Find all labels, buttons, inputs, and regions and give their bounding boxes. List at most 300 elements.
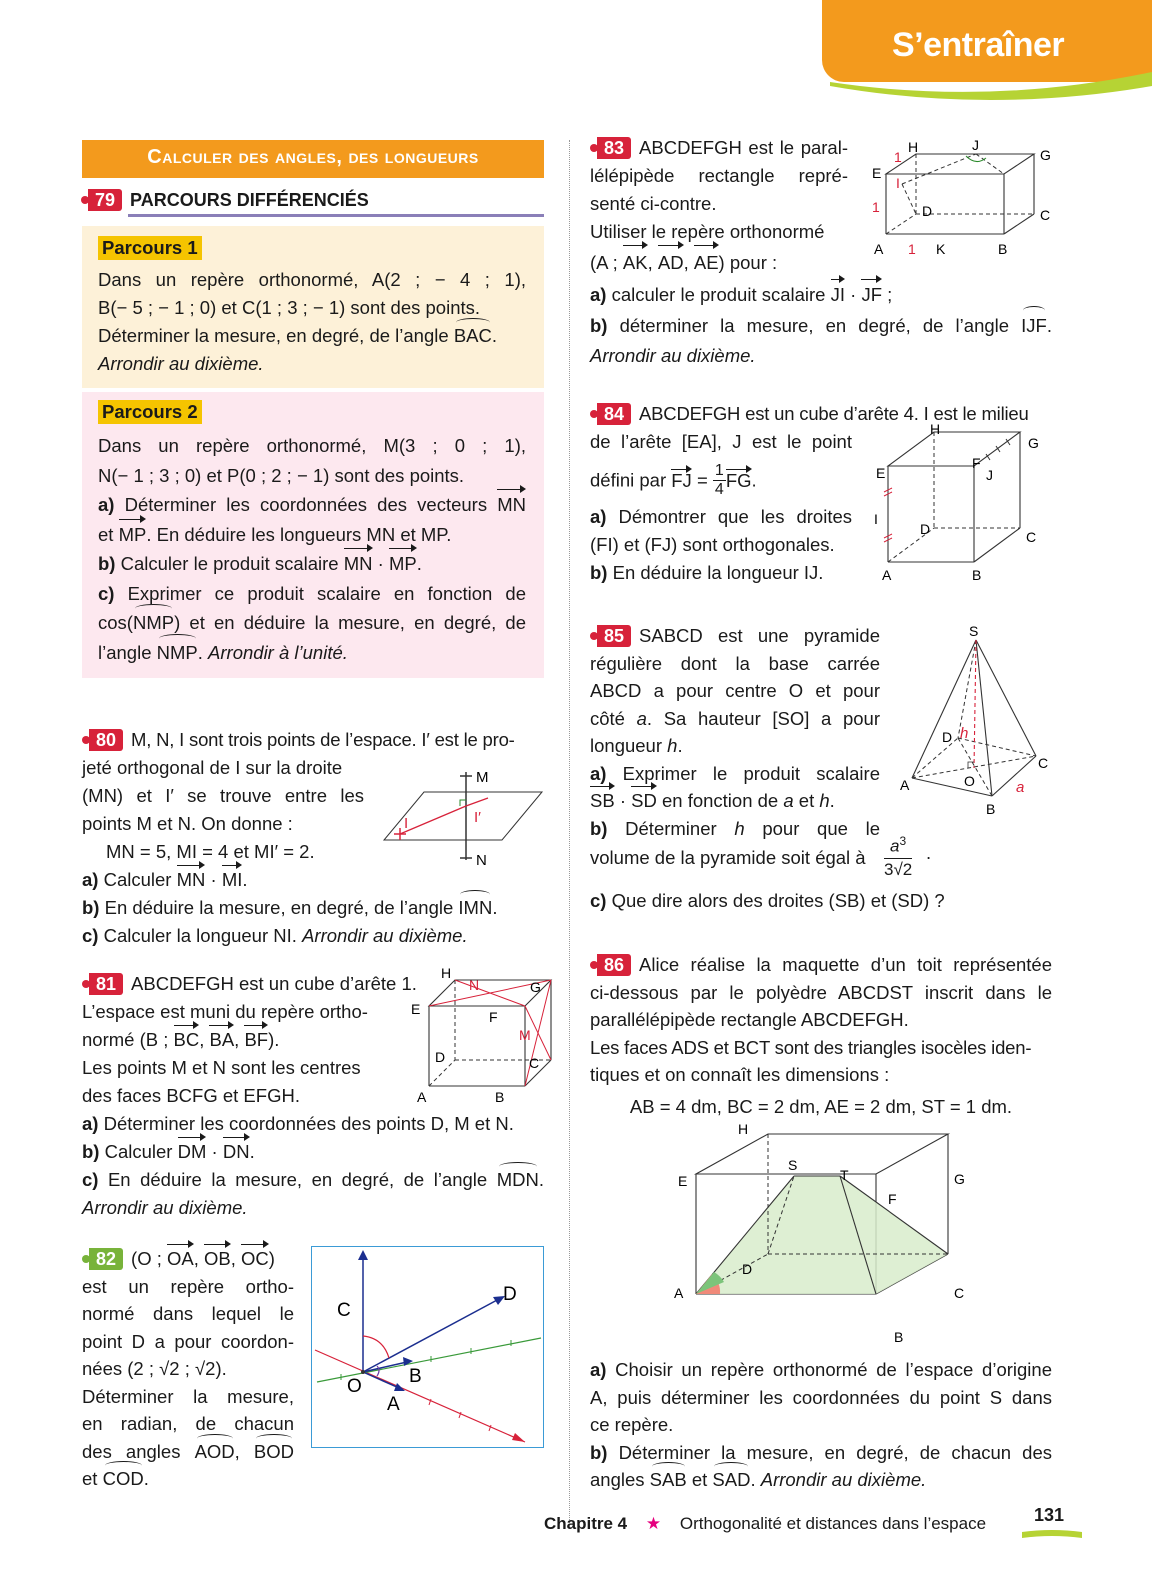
ex85-line [590, 622, 880, 650]
ex83-text: calculer le produit scalaire [611, 284, 826, 305]
header-title: S’entraîner [892, 26, 1065, 64]
ex85-dot: . [926, 842, 932, 863]
fig-label-g: G [530, 979, 541, 995]
fig-label-g: G [1040, 147, 1051, 163]
ex83-line: senté ci-contre. [590, 193, 717, 214]
fig-label-d: D [922, 203, 933, 219]
fig-label-d: D [920, 521, 931, 537]
exercise-number: 86 [597, 954, 631, 976]
angle-bod: BOD [254, 1438, 294, 1466]
label-b: b) [82, 897, 100, 918]
vector-dn: DN [223, 1138, 250, 1166]
ex85-line [590, 760, 880, 788]
p1-line: Dans un repère orthonormé, A(2 ; − 4 ; 1), [98, 269, 526, 290]
parcours1-label: Parcours 1 [98, 236, 202, 260]
ex85-text: Que dire alors des droites (SB) et (SD) ? [611, 890, 945, 911]
vector-ba: BA [209, 1026, 234, 1054]
ex83-line [590, 134, 848, 162]
ex86-dims: AB = 4 dm, BC = 2 dm, AE = 2 dm, ST = 1 dm. [629, 1095, 1013, 1117]
fig-label-d: D [942, 729, 953, 745]
fraction-den: 4 [714, 481, 724, 498]
ex82-line: en radian, de chacun [82, 1413, 294, 1434]
ex81-round: Arrondir au dixième. [82, 1197, 248, 1218]
fig-label-h: h [960, 725, 969, 742]
cos: cos( [98, 612, 133, 633]
vector-fg: FG [725, 469, 752, 491]
fraction-num [884, 830, 912, 859]
ex84-text: ABCDEFGH est un cube d’arête 4. I est le milieu [639, 403, 1029, 424]
ex86-text: et [691, 1469, 708, 1490]
fraction-den: 3√2 [884, 859, 913, 879]
ex80-line: points M et N. On donne : [82, 813, 293, 834]
ex80-text: En déduire la mesure, en degré, de l’angle [104, 897, 454, 918]
comma: , [193, 1248, 199, 1269]
dot-end: . [492, 897, 498, 918]
fig-label-c: C [337, 1300, 351, 1321]
ex85-text: en fonction de [661, 790, 779, 811]
vector-ak: AK [623, 246, 648, 280]
fig-label-a: A [417, 1089, 427, 1105]
ex80-line: (MN) et I′ se trouve entre les [82, 785, 364, 806]
ex84-text: Démontrer que les droites [618, 506, 852, 527]
equals: = [696, 469, 708, 491]
ex84-line [590, 503, 852, 531]
fig-label-m: M [519, 1027, 531, 1043]
label-a: a) [590, 284, 607, 305]
p2-line [98, 549, 526, 579]
vector-ae: AE [694, 246, 719, 280]
p1-text: Déterminer la mesure, en degré, de l’angle [98, 325, 449, 346]
ex85-text: . Sa hauteur [SO] a pour [646, 707, 880, 729]
label-a: a) [98, 494, 115, 515]
fig-label-d: D [503, 1284, 517, 1305]
ex82-text: ). [215, 1358, 227, 1379]
fig-label-a: A [900, 777, 910, 793]
dot: · [210, 869, 217, 890]
label-b: b) [590, 817, 608, 839]
ex85 [590, 622, 880, 872]
comma: , [683, 252, 689, 273]
vector-oc: OC [241, 1245, 269, 1273]
ex80-text: M, N, I sont trois points de l’espace. I′ est le pro- [131, 729, 515, 750]
ex83-line: Utiliser le repère orthonormé [590, 221, 825, 242]
dot: · [850, 284, 857, 305]
ex81-figure [405, 964, 555, 1110]
fig-label-one: 1 [872, 199, 880, 215]
comma: , [199, 1029, 205, 1050]
label-c: c) [98, 582, 115, 604]
vector-oa: OA [167, 1245, 194, 1273]
vector-mn: MN [177, 866, 206, 894]
fig-label-e: E [678, 1173, 688, 1189]
label-a: a) [82, 1113, 99, 1134]
vector-bc: BC [174, 1026, 200, 1054]
fig-label-b: B [894, 1329, 904, 1345]
var-a: a [636, 707, 647, 729]
var-h: h [819, 790, 830, 811]
ex84-text: défini par [590, 469, 667, 491]
fig-label-a-side: a [1016, 779, 1025, 796]
fig-label-b: B [495, 1089, 505, 1105]
p1-dot: . [491, 325, 497, 346]
angle-nmp: NMP [157, 638, 198, 668]
ex85-line [590, 705, 880, 733]
ex86-line: A, puis déterminer les coordonnées du point S dans [590, 1386, 1052, 1408]
vector-mp: MP [389, 549, 417, 579]
angle-imn: IMN [458, 894, 492, 922]
dot-end: . [1046, 315, 1053, 336]
ex86-line: ce repère. [590, 1414, 674, 1435]
fig-label-h: H [441, 965, 452, 981]
angle-cod: COD [103, 1465, 144, 1493]
fig-label-b: B [986, 801, 996, 817]
fig-label-e: E [872, 165, 882, 181]
ex85-line: volume de la pyramide soit égal à [590, 847, 866, 868]
paren: ) [174, 612, 181, 633]
p1-round: Arrondir au dixième. [98, 353, 264, 374]
ex81-line [82, 1166, 544, 1194]
ex85-fraction [884, 830, 912, 881]
fig-label-d: D [742, 1261, 753, 1277]
ex81-line [82, 1110, 544, 1138]
fig-label-c: C [954, 1285, 965, 1301]
page-number-swoosh [1020, 1528, 1084, 1542]
footer-chapter: Chapitre 4 [544, 1514, 628, 1533]
fig-label-n: N [476, 852, 487, 869]
ex86-line [590, 951, 1052, 979]
ex86-line: ci-dessous par le polyèdre ABCDST inscrit dans le [590, 981, 1052, 1003]
ex82-text: (O ; [131, 1248, 162, 1269]
vector-sd: SD [631, 787, 657, 815]
p2-line: N(− 1 ; 3 ; 0) et P(0 ; 2 ; − 1) sont des points. [98, 464, 465, 486]
fig-label-a: A [674, 1285, 684, 1301]
dot: · [377, 553, 384, 574]
ex81-text: Calculer [104, 1141, 173, 1162]
ex83-line [590, 280, 1052, 310]
ex85-text: pour que le [762, 817, 880, 839]
ex82-line: Déterminer la mesure, [82, 1385, 294, 1407]
p2-text: . En déduire les longueurs MN et MP. [146, 523, 452, 545]
fig-label-s: S [788, 1157, 798, 1173]
exercise-number: 85 [597, 625, 631, 647]
ex83-text: ; [887, 284, 893, 305]
ex81-line: Les points M et N sont les centres [82, 1057, 361, 1078]
ex80-figure [380, 762, 550, 870]
ex84-figure [868, 422, 1048, 588]
ex86-line: parallélépipède rectangle ABCDEFGH. [590, 1009, 909, 1030]
fig-label-k: K [936, 241, 946, 257]
ex85-text: Déterminer [625, 817, 717, 839]
p2-text: et en déduire la mesure, en degré, de [189, 612, 526, 633]
ex80-round: Arrondir au dixième. [302, 925, 468, 946]
fig-label-s: S [969, 623, 979, 639]
ex80-text: Calculer [103, 869, 172, 890]
ex85-line [590, 732, 880, 760]
fig-label-e: E [411, 1001, 421, 1017]
ex86-line: Les faces ADS et BCT sont des triangles isocèles iden- [590, 1036, 1032, 1058]
ex84-line: de l’arête [EA], J est le point [590, 431, 852, 452]
ex86-text: . [750, 1469, 756, 1490]
ex86-text: Choisir un repère orthonormé de l’espace d’origine [615, 1359, 1052, 1380]
var-a: a [890, 836, 900, 856]
comma: , [234, 1029, 240, 1050]
vector-sb: SB [590, 787, 615, 815]
p2-line [98, 608, 526, 638]
dot-end: . [751, 469, 757, 491]
fig-label-t: T [840, 1167, 849, 1183]
fig-label-g: G [954, 1171, 965, 1187]
ex85-figure [896, 620, 1056, 820]
fig-label-n: N [469, 977, 480, 993]
ex83-text: ABCDEFGH est le paral- [639, 137, 848, 158]
ex86-round: Arrondir au dixième. [760, 1469, 927, 1490]
fig-label-f: F [972, 455, 981, 471]
footer-title: Orthogonalité et distances dans l’espace [679, 1514, 987, 1533]
p1-line: B(− 5 ; − 1 ; 0) et C(1 ; 3 ; − 1) sont des points. [98, 297, 481, 318]
angle-aod: AOD [195, 1438, 235, 1466]
exercise-number: 84 [597, 403, 631, 425]
label-a: a) [590, 1359, 607, 1380]
dot-end: . [249, 1141, 255, 1162]
fig-label-e: E [876, 465, 886, 481]
ex82-line: point D a pour coordon- [82, 1330, 294, 1352]
ex80-line: jeté orthogonal de I sur la droite [82, 757, 343, 778]
label-c: c) [82, 1169, 99, 1190]
ex85-text: . [677, 735, 683, 756]
ex82 [82, 1245, 294, 1493]
p2-line [98, 490, 526, 520]
ex85-text: côté [590, 707, 625, 729]
fig-label-f: F [888, 1191, 897, 1207]
fig-label-h: H [930, 422, 941, 437]
fig-label-c: C [1026, 529, 1037, 545]
label-b: b) [98, 553, 116, 574]
ex81-line: des faces BCFG et EFGH. [82, 1085, 300, 1106]
label-b: b) [590, 315, 608, 336]
ex81-text: ABCDEFGH est un cube d’arête 1. [131, 973, 417, 994]
dot: · [211, 1141, 218, 1162]
ex81-text: Déterminer les coordonnées des points D, M et N. [103, 1113, 514, 1134]
p2-text: et [98, 523, 114, 545]
fig-label-m: M [476, 769, 489, 786]
parcours2-label: Parcours 2 [98, 400, 202, 424]
ex84-text: En déduire la longueur IJ. [612, 562, 824, 583]
label-c: c) [590, 890, 607, 911]
p1-line [98, 322, 526, 350]
vector-mi: MI [222, 866, 243, 894]
section-title: Calculer des angles, des longueurs [147, 146, 479, 168]
vector-fj: FJ [671, 469, 692, 491]
fig-label-c: C [529, 1055, 540, 1071]
exponent: 3 [899, 834, 907, 848]
ex85-text: SABCD est une pyramide [639, 625, 880, 646]
header-swoosh [830, 64, 1152, 104]
ex82-text: nées (2 ; [82, 1358, 154, 1379]
var-h: h [667, 735, 678, 756]
p2-text: Calculer le produit scalaire [120, 553, 339, 574]
footer-star: ★ [645, 1514, 662, 1533]
comma: , [230, 1248, 236, 1269]
page-number: 131 [1034, 1505, 1065, 1525]
vector-bf: BF [244, 1026, 268, 1054]
exercise-number: 80 [89, 729, 123, 751]
fig-label-h: H [908, 139, 919, 155]
ex85-line: ABCD a pour centre O et pour [590, 680, 880, 701]
ex80-text: Calculer la longueur NI. [103, 925, 297, 946]
cos-expr [98, 612, 180, 633]
ex81-line [82, 1138, 544, 1166]
fraction [713, 462, 726, 499]
vector-mn: MN [344, 549, 373, 579]
fig-label-d: D [435, 1049, 446, 1065]
label-a: a) [590, 506, 607, 527]
vector-jf: JF [861, 280, 882, 310]
p2-round: Arrondir à l’unité. [208, 641, 348, 663]
ex82-line [82, 1465, 294, 1493]
footer [544, 1512, 986, 1536]
vector-mp: MP [119, 520, 147, 550]
ex80-line [82, 894, 544, 922]
ex85-line-c [590, 888, 945, 914]
fig-label-b: B [409, 1366, 422, 1387]
ex86 [590, 951, 1052, 1120]
fraction-num: 1 [714, 462, 724, 479]
ex81-line: L’espace est muni du repère ortho- [82, 1001, 368, 1022]
ex79-title: PARCOURS DIFFÉRENCIÉS [130, 190, 369, 210]
angle-ijf: IJF [1021, 310, 1047, 342]
exercise-number: 79 [88, 189, 122, 211]
parcours1-text [98, 266, 526, 378]
ex80-line [82, 726, 544, 754]
p2-line [98, 638, 526, 668]
ex85-text: . [829, 790, 835, 811]
dot-end: . [416, 553, 422, 574]
exercise-number: 81 [89, 973, 123, 995]
fig-label-c: C [1040, 207, 1051, 223]
ex83-text: déterminer la mesure, en degré, de l’angle [619, 315, 1010, 336]
sqrt: √2 [195, 1358, 216, 1379]
sqrt: √2 [159, 1358, 180, 1379]
ex80-line: MN = 5, MI = 4 et MI′ = 2. [106, 841, 315, 862]
fig-label-one: 1 [894, 149, 902, 165]
angle-nmp: NMP [133, 608, 174, 638]
parcours2-text [98, 431, 526, 667]
ex79-heading [88, 188, 369, 212]
ex82-text: ) [268, 1248, 275, 1269]
ex86-text: angles [590, 1469, 645, 1490]
label-a: a) [82, 869, 99, 890]
fig-label-o: O [964, 773, 975, 789]
vector-ob: OB [204, 1245, 231, 1273]
dot-end: . [242, 869, 248, 890]
ex82-figure [311, 1246, 544, 1448]
fig-label-iprime: I′ [474, 809, 481, 826]
ex82-text: des angles [82, 1440, 181, 1462]
ex82-text: ; [184, 1358, 190, 1379]
ex82-text: . [143, 1468, 149, 1489]
ex83-line [590, 310, 1052, 342]
ex86-line [590, 1466, 1052, 1494]
comma: , [647, 252, 653, 273]
label-b: b) [590, 562, 608, 583]
var-a: a [783, 790, 794, 811]
ex86-questions [590, 1356, 1052, 1494]
ex82-line: est un repère ortho- [82, 1275, 294, 1297]
ex83-figure [866, 136, 1056, 262]
ex81-text: normé (B ; [82, 1029, 169, 1050]
p2-line: Dans un repère orthonormé, M(3 ; 0 ; 1), [98, 435, 526, 456]
fig-label-j: J [972, 137, 979, 153]
ex79-underline [128, 214, 544, 217]
dot: · [619, 790, 626, 811]
p2-text: Exprimer ce produit scalaire en fonction de [127, 582, 526, 604]
p2-text: . [197, 641, 203, 663]
angle-sab: SAB [650, 1466, 687, 1494]
fig-label-i: I [896, 175, 900, 191]
vector-ji: JI [831, 280, 845, 310]
fig-label-i: I [404, 815, 409, 832]
angle-bac: BAC [454, 322, 492, 350]
fig-label-o: O [347, 1376, 362, 1397]
p2-text: Déterminer les coordonnées des vecteurs [124, 494, 488, 515]
fig-label-f: F [489, 1009, 498, 1025]
fig-label-j: J [986, 467, 993, 483]
ex86-line: tiques et on connaît les dimensions : [590, 1064, 890, 1085]
dot-end: . [538, 1169, 544, 1190]
label-c: c) [82, 925, 99, 946]
fig-label-a: A [874, 241, 884, 257]
fig-label-c: C [1038, 755, 1049, 771]
ex80-line [82, 922, 544, 950]
ex82-line: normé dans lequel le [82, 1303, 294, 1324]
ex85-line [590, 787, 880, 815]
ex86-figure [668, 1122, 978, 1350]
ex85-text: Exprimer le produit scalaire [622, 762, 880, 784]
ex86-line [590, 1356, 1052, 1384]
ex84-line: (FI) et (FJ) sont orthogonales. [590, 534, 835, 555]
comma: , [234, 1440, 240, 1462]
vector-mn: MN [497, 490, 526, 520]
ex83-line: lélépipède rectangle repré- [590, 165, 848, 186]
ex83-text: (A ; [590, 252, 618, 273]
fig-label-a: A [387, 1394, 400, 1415]
ex81-text: ). [268, 1029, 280, 1050]
column-divider [569, 140, 571, 1520]
fig-label-b: B [972, 567, 982, 583]
label-a: a) [590, 762, 607, 784]
fig-label-g: G [1028, 435, 1039, 451]
ex85-text: longueur [590, 735, 663, 756]
vector-ad: AD [658, 246, 684, 280]
label-b: b) [82, 1141, 100, 1162]
p2-line [98, 520, 526, 550]
ex83-round: Arrondir au dixième. [590, 345, 756, 366]
p2-text: l’angle [98, 641, 152, 663]
fig-label-h: H [738, 1122, 749, 1137]
vector-dm: DM [178, 1138, 207, 1166]
exercise-number: 82 [89, 1248, 123, 1270]
angle-mdn: MDN [497, 1166, 539, 1194]
ex82-line [82, 1355, 294, 1383]
ex85-line: régulière dont la base carrée [590, 652, 880, 674]
ex82-text: et [82, 1468, 98, 1489]
ex86-text: Déterminer la mesure, en degré, de chacun des [618, 1441, 1052, 1463]
angle-sad: SAD [712, 1466, 750, 1494]
exercise-number: 83 [597, 137, 631, 159]
ex81-text: En déduire la mesure, en degré, de l’angle [107, 1169, 488, 1190]
fig-label-a: A [882, 567, 892, 583]
label-b: b) [590, 1441, 608, 1463]
